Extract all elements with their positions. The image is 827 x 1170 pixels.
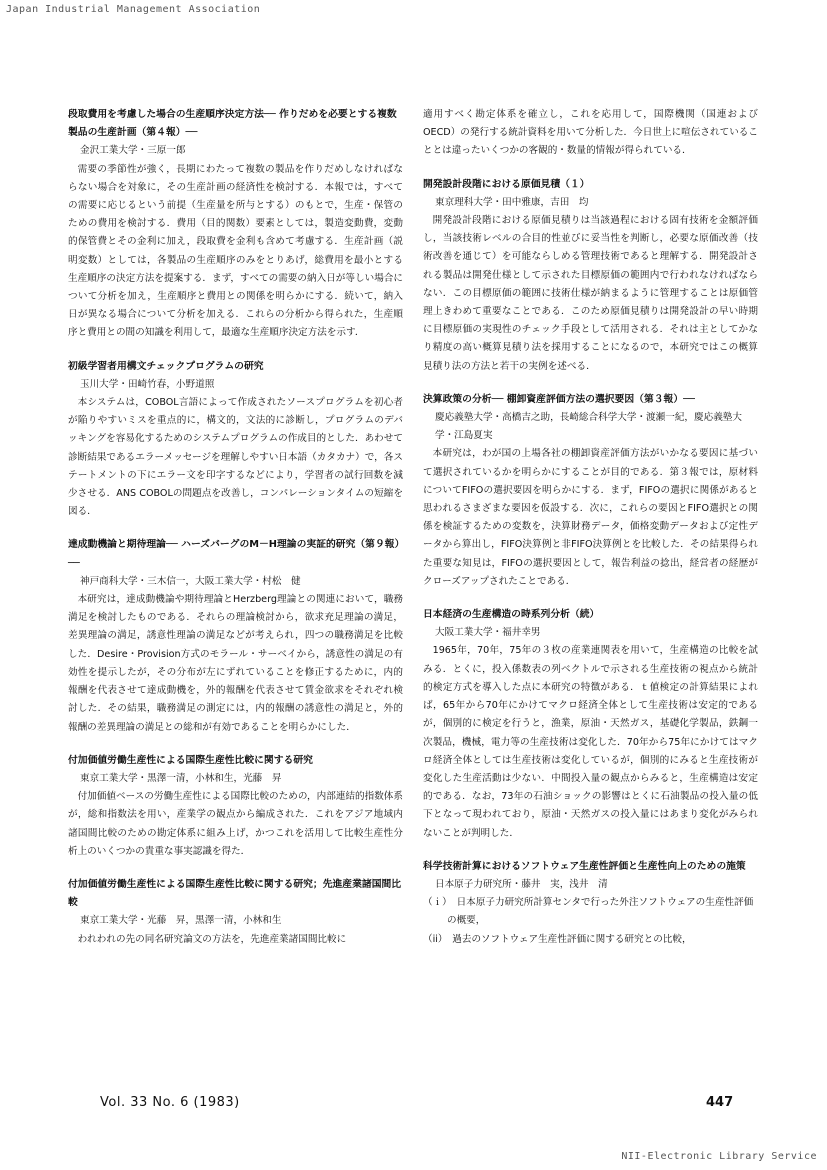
article-authors: 大阪工業大学・福井幸男: [435, 627, 541, 639]
article-authors: 神戸商科大学・三木信一，大阪工業大学・村松 健: [80, 575, 301, 587]
article: [68, 358, 403, 522]
article-title: 初級学習者用構文チェックプログラムの研究: [68, 360, 264, 372]
article-authors: 東京工業大学・黒澤一清，小林和生，光藤 昇: [80, 772, 282, 784]
page-number: 447: [706, 1095, 734, 1110]
article: [423, 858, 758, 949]
left-column: [68, 106, 403, 964]
continuation-text: 適用すべく勘定体系を確立し，これを応用して，国際機関（国連およびOECD）の発行する統計資料を用いて分析した．今日世上に喧伝されていることとは違ったいくつかの客観的・数量的情報が得られている．: [423, 109, 758, 157]
article-continuation: [423, 106, 758, 161]
article-title: 日本経済の生産構造の時系列分析（続）: [423, 609, 600, 621]
article: [68, 536, 403, 736]
article-abstract: われわれの先の同名研究論文の方法を，先進産業諸国間比較に: [77, 933, 347, 945]
article-authors: 日本原子力研究所・藤井 実，浅井 清: [435, 878, 608, 890]
article: [423, 176, 758, 376]
article-abstract: 開発設計段階における原価見積りは当該過程における固有技術を金額評価し，当該技術レベルの合目的性並びに妥当性を判断し，必要な原価改善（技術改善を通じて）を可能ならしめる管理技術であると理解する．開発設計される製品は開発仕様として示された目標原価の範囲内で行われなければならない．この目標原価の範囲に技術仕様が納まるように管理することは原価管理上きわめて重要なことである．このため原価見積りは開発設計の早い時期に目標原価の実現性のチェック手段として活用される．それは主としてかなり精度の高い概算見積り法を採用することになるので，本研究ではこの概算見積り法の方法と若干の実例を述べる．: [423, 215, 758, 372]
article-title: 付加価値労働生産性による国際生産性比較に関する研究: [68, 754, 313, 766]
article-abstract: 本システムは，COBOL言語によって作成されたソースプログラムを初心者が陥りやすいミスを重点的に，構文的，文法的に診断し，プログラムのデバッキングを容易化するためのシステムプログラムの作成目的とした．あわせて診断結果であるエラーメッセージを理解しやすい日本語（カタカナ）で，各ステートメントの下にエラー文を印字するなどにより，学習者の試行回数を減少させる．ANS COBOLの問題点を改善し，コンパレーションタイムの短縮を図る．: [68, 397, 403, 518]
article-abstract: 本研究は，わが国の上場各社の棚卸資産評価方法がいかなる要因に基づいて選択されているかを明らかにすることが目的である．第３報では，原材料についてFIFOの選択要因を明らかにする．まず，FIFOの選択に関係があると思われるさまざまな要因を仮設する．次に，これらの要因とFIFO選択との関係を検証するための変数を，決算財務データ，価格変動データおよび定性データから算出し，FIFO決算例と非FIFO決算例とを比較した．その結果得られた重要な知見は，FIFOの選択要因として，報告利益の捻出，経営者の経歴がクローズアップされたことである．: [423, 448, 758, 587]
article-title: 科学技術計算におけるソフトウェア生産性評価と生産性向上のための施策: [423, 860, 746, 872]
article: [423, 391, 758, 591]
article-authors: 玉川大学・田崎竹春，小野道照: [80, 378, 215, 390]
list-item: （ii） 過去のソフトウェア生産性評価に関する研究との比較，: [423, 933, 692, 945]
library-footer: NII-Electronic Library Service: [621, 1151, 817, 1162]
article-title: 段取費用を考慮した場合の生産順序決定方法── 作りだめを必要とする複数製品の生産計画（第４報）──: [68, 109, 397, 139]
article-title: 付加価値労働生産性による国際生産性比較に関する研究；先進産業諸国間比較: [68, 878, 402, 909]
article: [423, 606, 758, 843]
right-column: [423, 106, 758, 964]
article-authors: 東京理科大学・田中雅康，吉田 均: [435, 196, 589, 208]
article: [68, 106, 403, 343]
article-title: 達成動機論と期待理論── ハーズバーグのM－H理論の実証的研究（第９報）──: [68, 539, 400, 569]
journal-header: Japan Industrial Management Association: [6, 4, 261, 15]
article: [68, 876, 403, 949]
article-abstract: 本研究は，達成動機論や期待理論とHerzberg理論との関連において，職務満足を検討したものである．それらの理論検討から，欲求充足理論の満足，差異理論の満足，誘意性理論の満足などが考えられ，四つの職務満足を比較した．Desire・Provision方式のモラール・サーベイから，誘意性の満足の有効性を提示したが，その分布が左にずれていることを修正するために，内的報酬を代表させて達成動機を，外的報酬を代表させて賃金欲求をそれぞれ検討した．その結果，職務満足の測定には，内的報酬の誘意性の満足と，外的報酬の差異理論の満足との総和が有効であることを明らかにした．: [68, 594, 403, 733]
article-abstract: 需要の季節性が強く，長期にわたって複数の製品を作りだめしなければならない場合を対象に，その生産計画の経済性を検討する．本報では，すべての需要に応じるという前提（生産量を所与とする）のもとで，生産・保管のための費用を検討する．費用（目的関数）要素としては，製造変動費，変動的保管費とその金利に加え，段取費を金利も含めて考慮する．生産計画（説明変数）としては，各製品の生産順序のみをとりあげ，総費用を最小とする生産順序の決定方法を提案する．まず，すべての需要の納入日が等しい場合について分析を加え，生産順序と費用との関係を明らかにする．続いて，納入日が異なる場合について分析を加える．これらの分析から得られた，生産順序と費用との間の知識を利用して，最適な生産順序決定方法を示す．: [68, 163, 403, 339]
article-abstract: 1965年，70年，75年の３枚の産業連関表を用いて，生産構造の比較を試みる．とくに，投入係数表の列ベクトルで示される生産技術の視点から統計的検定方式を導入した点に本研究の特徴がある．ｔ値検定の計算結果によれば，65年から70年にかけてマクロ経済全体として生産技術は安定的であるが，個別的に検定を行うと，漁業，原油・天然ガス，基礎化学製品，鉄鋼一次製品，機械，電力等の生産技術は変化した．70年から75年にかけてはマクロ経済全体としては生産技術は変化しているが，個別的にみると生産技術が変化した生産活動は少ない．中間投入量の観点からみると，生産構造は安定的である．なお，73年の石油ショックの影響はとくに石油製品の投入量の低下となって現われており，原油・天然ガスの投入量にはあまり変化がみられないことが判明した．: [423, 645, 758, 839]
article-title: 開発設計段階における原価見積（１）: [423, 178, 590, 190]
article-authors: 東京工業大学・光藤 昇，黒澤一清，小林和生: [80, 915, 282, 927]
article: [68, 752, 403, 861]
article-authors: 慶応義塾大学・高橋吉之助，長崎総合科学大学・渡瀬一紀，慶応義塾大学・江島夏実: [435, 412, 742, 442]
article-abstract: 付加価値ベースの労働生産性による国際比較のための，内部連結的指数体系が，総和指数法を用い，産業学の観点から編成された．これをアジア地域内諸国間比較のための勘定体系に組み上げ，かつこれを活用して比較生産性分析上のいくつかの貴重な事実認識を得た．: [68, 791, 403, 857]
article-authors: 金沢工業大学・三原一郎: [80, 145, 186, 157]
article-title: 決算政策の分析── 棚卸資産評価方法の選択要因（第３報）──: [423, 393, 695, 405]
volume-label: Vol. 33 No. 6 (1983): [100, 1095, 240, 1110]
list-item: （ｉ） 日本原子力研究所計算センタで行った外注ソフトウェアの生産性評価の概要，: [423, 897, 754, 927]
